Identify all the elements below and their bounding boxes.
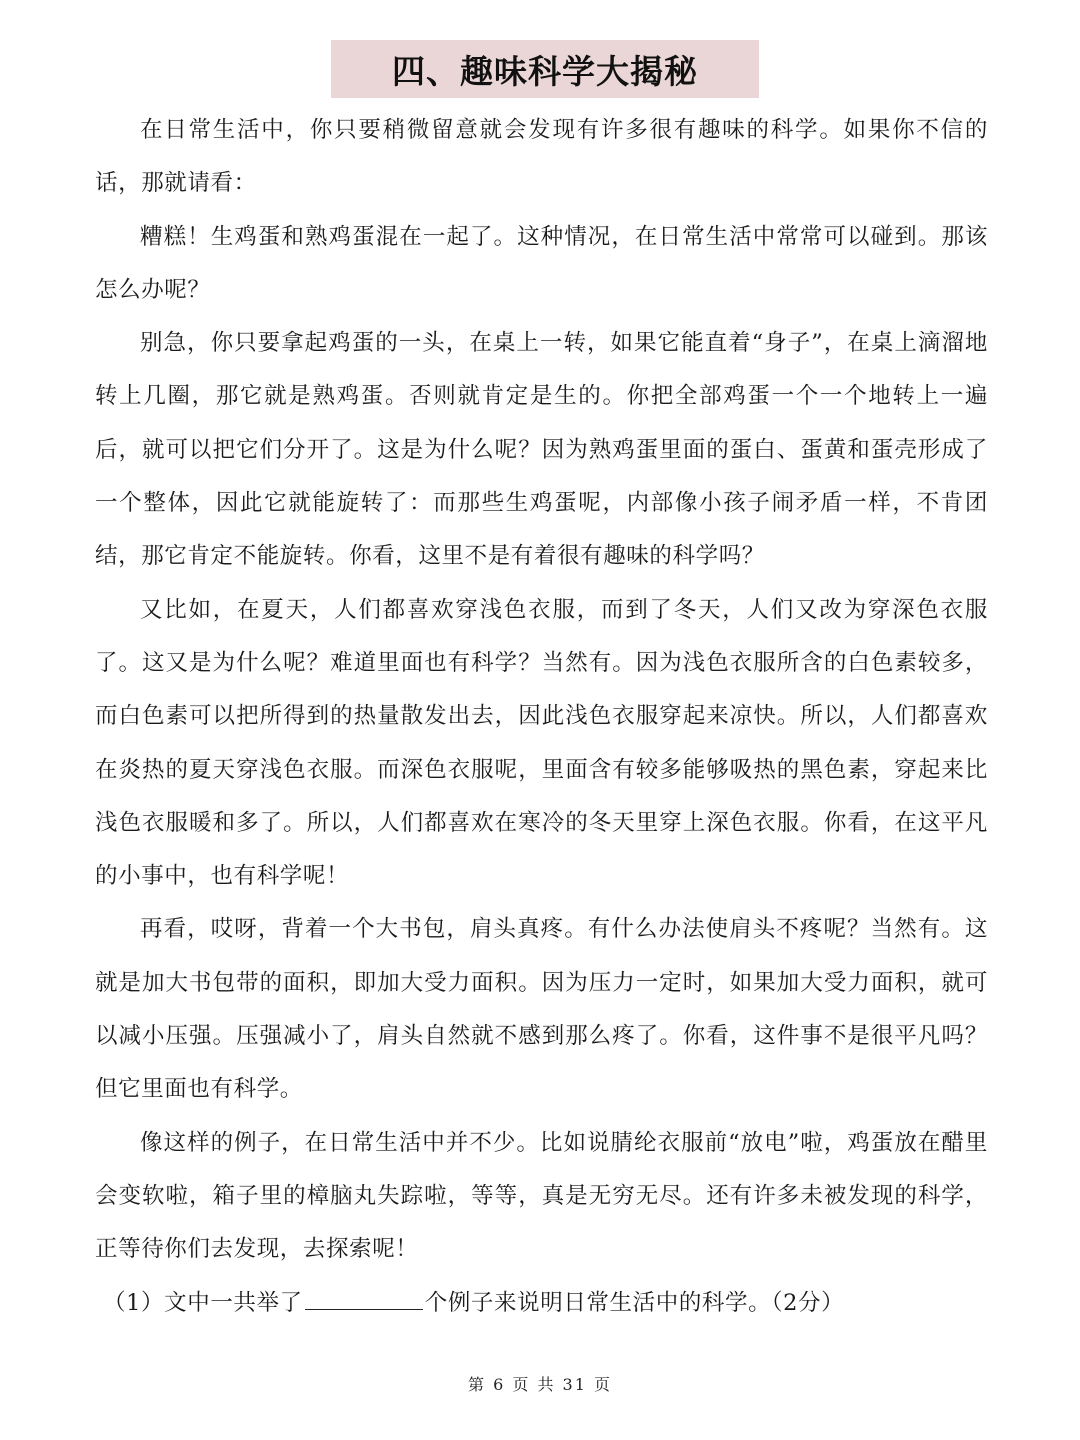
paragraph-schoolbag: 再看，哎呀，背着一个大书包，肩头真疼。有什么办法使肩头不疼呢？当然有。这就是加大书包带的面积，即加大受力面积。因为压力一定时，如果加大受力面积，就可以减小压强。压强减小了，肩头自然就不感到那么疼了。你看，这件事不是很平凡吗？但它里面也有科学。 bbox=[95, 916, 988, 1103]
section-title: 四、趣味科学大揭秘 bbox=[331, 40, 759, 98]
question-prefix: （1）文中一共举了 bbox=[103, 1289, 303, 1316]
paragraph-clothes: 又比如，在夏天，人们都喜欢穿浅色衣服，而到了冬天，人们又改为穿深色衣服了。这又是为什么呢？难道里面也有科学？当然有。因为浅色衣服所含的白色素较多，而白色素可以把所得到的热量散发出去，因此浅色衣服穿起来凉快。所以，人们都喜欢在炎热的夏天穿浅色衣服。而深色衣服呢，里面含有较多能够吸热的黑色素，穿起来比浅色衣服暖和多了。所以，人们都喜欢在寒冷的冬天里穿上深色衣服。你看，在这平凡的小事中，也有科学呢！ bbox=[95, 596, 988, 890]
question-1 bbox=[95, 1277, 988, 1330]
paragraph-eggs-problem: 糟糕！生鸡蛋和熟鸡蛋混在一起了。这种情况，在日常生活中常常可以碰到。那该怎么办呢？ bbox=[95, 223, 988, 303]
question-suffix: 个例子来说明日常生活中的科学。（2分） bbox=[424, 1289, 845, 1316]
answer-blank[interactable] bbox=[305, 1289, 423, 1310]
paragraph-conclusion: 像这样的例子，在日常生活中并不少。比如说腈纶衣服前“放电”啦，鸡蛋放在醋里会变软啦，箱子里的樟脑丸失踪啦，等等，真是无穷无尽。还有许多未被发现的科学，正等待你们去发现，去探索呢！ bbox=[95, 1129, 988, 1263]
paragraph-intro: 在日常生活中，你只要稍微留意就会发现有许多很有趣味的科学。如果你不信的话，那就请看： bbox=[95, 117, 988, 197]
article-body bbox=[95, 104, 988, 1330]
paragraph-eggs-solution: 别急，你只要拿起鸡蛋的一头，在桌上一转，如果它能直着“身子”，在桌上滴溜地转上几圈，那它就是熟鸡蛋。否则就肯定是生的。你把全部鸡蛋一个一个地转上一遍后，就可以把它们分开了。这是为什么呢？因为熟鸡蛋里面的蛋白、蛋黄和蛋壳形成了一个整体，因此它就能旋转了：而那些生鸡蛋呢，内部像小孩子闹矛盾一样，不肯团结，那它肯定不能旋转。你看，这里不是有着很有趣味的科学吗？ bbox=[95, 330, 988, 570]
page-footer: 第 6 页 共 31 页 bbox=[468, 1375, 612, 1394]
